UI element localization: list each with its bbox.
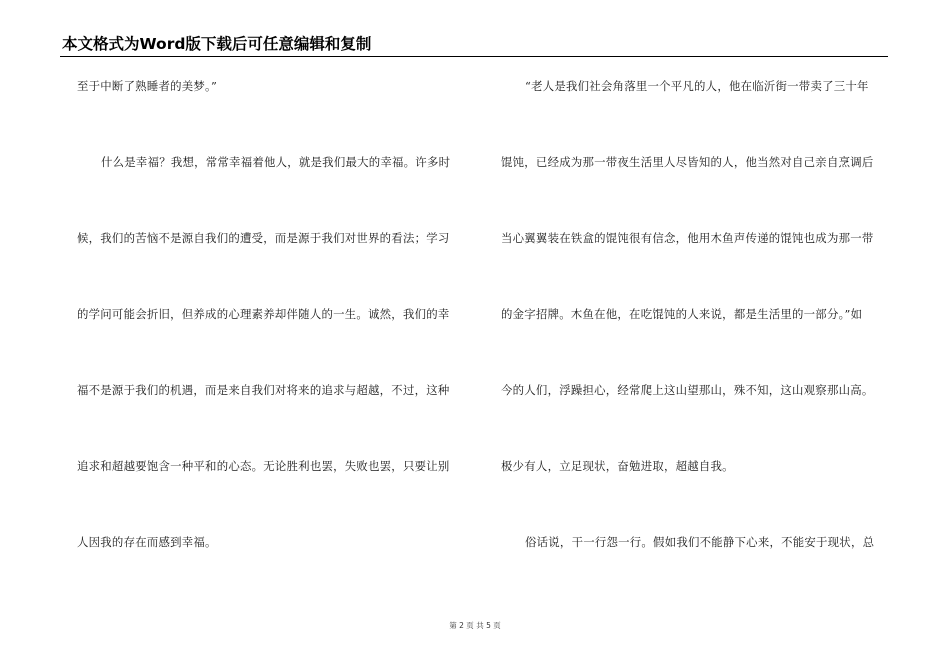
paragraph-line: 候，我们的苦恼不是源自我们的遭受，而是源于我们对世界的看法；学习	[77, 231, 450, 245]
paragraph-line: 俗话说，干一行怨一行。假如我们不能静下心来，不能安于现状，总	[525, 535, 875, 549]
paragraph-line: 当心翼翼装在铁盒的馄饨很有信念，他用木鱼声传递的馄饨也成为那一带	[501, 231, 874, 245]
paragraph-line: 的金字招牌。木鱼在他，在吃馄饨的人来说，都是生活里的一部分。”如	[501, 307, 863, 321]
paragraph-line: 今的人们，浮躁担心，经常爬上这山望那山，殊不知，这山观察那山高。	[501, 383, 874, 397]
paragraph-line: 至于中断了熟睡者的美梦。”	[77, 79, 218, 93]
paragraph-line: 福不是源于我们的机遇，而是来自我们对将来的追求与超越，不过，这种	[77, 383, 450, 397]
header-divider	[60, 56, 888, 57]
paragraph-line: 人因我的存在而感到幸福。	[77, 535, 217, 549]
document-header-title: 本文格式为Word版下载后可任意编辑和复制	[62, 35, 372, 53]
paragraph-line: 馄饨，已经成为那一带夜生活里人尽皆知的人，他当然对自己亲自烹调后	[501, 155, 874, 169]
page-number-footer: 第 2 页 共 5 页	[449, 621, 501, 630]
paragraph-line: 极少有人，立足现状，奋勉进取，超越自我。	[501, 459, 734, 473]
paragraph-line: 追求和超越要饱含一种平和的心态。无论胜利也罢，失败也罢，只要让别	[77, 459, 450, 473]
paragraph-line: “老人是我们社会角落里一个平凡的人，他在临沂街一带卖了三十年	[525, 79, 869, 93]
paragraph-line: 的学问可能会折旧，但养成的心理素养却伴随人的一生。诚然，我们的幸	[77, 307, 450, 321]
paragraph-line: 什么是幸福？我想，常常幸福着他人，就是我们最大的幸福。许多时	[101, 155, 451, 169]
